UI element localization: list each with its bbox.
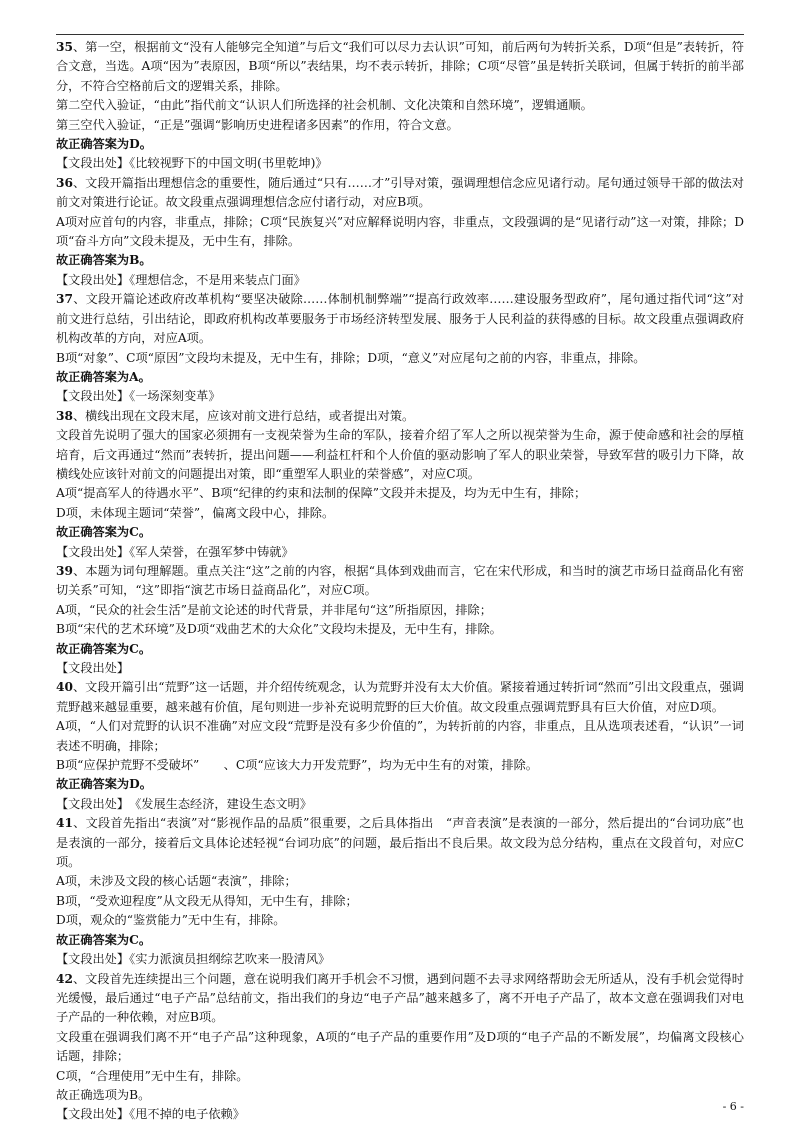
question-39-answer: 故正确答案为C。 — [56, 641, 152, 656]
question-36-source: 【文段出处】《理想信念，不是用来装点门面》 — [56, 272, 306, 287]
answer-analysis-content — [56, 38, 744, 1125]
paragraph-text: 、文段开篇指出理想信念的重要性，随后通过“只有……才”引导对策，强调理想信念应见诸行动。尾句通过领导干部的做法对前文对策进行论证。故文段重点强调理想信念应付诸行动，对应B项。 — [56, 175, 744, 210]
question-35-paragraph-1 — [56, 38, 744, 96]
question-41-paragraph-1 — [56, 814, 744, 872]
question-42-paragraph-3: C项，“合理使用”无中生有，排除。 — [56, 1068, 249, 1083]
question-42-paragraph-1 — [56, 970, 744, 1028]
top-rule — [56, 34, 744, 35]
question-number: 35 — [56, 40, 73, 54]
question-number: 42 — [56, 971, 73, 986]
question-36-paragraph-2: A项对应首句的内容，非重点，排除；C项“民族复兴”对应解释说明内容，非重点，文段强调的是“见诸行动”这一对策，排除；D项“奋斗方向”文段未提及，无中生有，排除。 — [56, 214, 744, 249]
question-38-paragraph-4: D项，未体现主题词“荣誉”，偏离文段中心，排除。 — [56, 505, 335, 520]
question-35-source: 【文段出处】《比较视野下的中国文明(书里乾坤)》 — [56, 156, 328, 171]
question-35-answer: 故正确答案为D。 — [56, 137, 152, 152]
question-number: 37 — [56, 292, 73, 307]
question-35-paragraph-2: 第二空代入验证，“由此”指代前文“认识人们所选择的社会机制、文化决策和自然环境”，逻辑通顺。 — [56, 98, 593, 113]
question-number: 40 — [56, 680, 73, 695]
question-40-source: 【文段出处】 《发展生态经济，建设生态文明》 — [56, 796, 312, 811]
question-40-paragraph-1 — [56, 678, 744, 717]
paragraph-text: 、文段开篇论述政府改革机构“要坚决破除……体制机制弊端”“提高行政效率……建设服务型政府”，尾句通过指代词“这”对前文进行总结，引出结论，即政府机构改革要服务于市场经济转型发展、服务于人民利益的获得感的目标。故文段重点强调政府机构改革的方向，对应A项。 — [56, 292, 744, 346]
question-42-source: 【文段出处】《甩不掉的电子依赖》 — [56, 1107, 245, 1122]
question-42-paragraph-2: 文段重在强调我们离不开“电子产品”这种现象，A项的“电子产品的重要作用”及D项的“电子产品的不断发展”，均偏离文段核心话题，排除； — [56, 1029, 744, 1064]
paragraph-text: 、本题为词句理解题。重点关注“这”之前的内容，根据“具体到戏曲而言，它在宋代形成，和当时的演艺市场日益商品化有密切关系”可知，“这”即指“演艺市场日益商品化”，对应C项。 — [56, 563, 744, 598]
page-number: - 6 - — [722, 1100, 744, 1113]
question-38-paragraph-1 — [56, 407, 744, 426]
question-36-paragraph-1 — [56, 174, 744, 213]
question-39-paragraph-2: A项，“民众的社会生活”是前文论述的时代背景，并非尾句“这”所指原因，排除； — [56, 602, 492, 617]
question-38-answer: 故正确答案为C。 — [56, 525, 152, 540]
question-38-paragraph-3: A项“提高军人的待遇水平”、B项“纪律的约束和法制的保障”文段并未提及，均为无中生有，排除； — [56, 486, 587, 501]
question-37-answer: 故正确答案为A。 — [56, 369, 151, 384]
paragraph-text: 、第一空，根据前文“没有人能够完全知道”与后文“我们可以尽力去认识”可知，前后两句为转折关系，D项“但是”表转折，符合文意，当选。A项“因为”表原因，B项“所以”表结果，均不表示转折，排除；C项“尽管”虽是转折关联词，但属于转折的前半部分，不符合空格前后文的逻辑关系，排除。 — [56, 40, 744, 93]
question-38-paragraph-2: 文段首先说明了强大的国家必须拥有一支视荣誉为生命的军队，接着介绍了军人之所以视荣誉为生命，源于使命感和社会的厚植培育，后文再通过“然而”表转折，提出问题——利益杠杆和个人价值的驱动影响了军人的职业荣誉，导致军营的吸引力下降，故横线处应该针对前文的问题提出对策，即“重塑军人职业的荣誉感”，对应C项。 — [56, 428, 744, 481]
question-41-paragraph-4: D项，观众的“鉴赏能力”无中生有，排除。 — [56, 913, 286, 928]
question-number: 39 — [56, 563, 73, 578]
question-37-paragraph-1 — [56, 290, 744, 348]
question-39-paragraph-1 — [56, 562, 744, 601]
paragraph-text: 、文段开篇引出“荒野”这一话题，并介绍传统观念，认为荒野并没有太大价值。紧接着通过转折词“然而”引出文段重点，强调荒野越来越显重要，越来越有价值，尾句则进一步补充说明荒野的巨大价值。故文段重点强调荒野具有巨大价值，对应D项。 — [56, 680, 744, 714]
question-41-paragraph-2: A项，未涉及文段的核心话题“表演”，排除； — [56, 874, 297, 889]
question-40-answer: 故正确答案为D。 — [56, 777, 152, 792]
question-38-source: 【文段出处】《军人荣誉，在强军梦中铸就》 — [56, 544, 294, 559]
question-35-paragraph-3: 第三空代入验证，“正是”强调“影响历史进程诸多因素”的作用，符合文意。 — [56, 117, 459, 132]
question-37-source: 【文段出处】《一场深刻变革》 — [56, 389, 221, 404]
question-40-paragraph-3: B项“应保护荒野不受破坏” 、C项“应该大力开发荒野”，均为无中生有的对策，排除。 — [56, 758, 538, 773]
paragraph-text: 、文段首先指出“表演”对“影视作品的品质”很重要，之后具体指出 “声音表演”是表演的一部分，然后提出的“台词功底”也是表演的一部分，接着后文具体论述轻视“台词功底”的问题，最后指出不良后果。故文段为总分结构，重点在文段首句，对应C项。 — [56, 816, 744, 870]
question-39-source: 【文段出处】 — [56, 661, 130, 675]
question-41-answer: 故正确答案为C。 — [56, 932, 152, 947]
question-number: 38 — [56, 408, 73, 423]
paragraph-text: 、横线出现在文段末尾，应该对前文进行总结，或者提出对策。 — [72, 408, 415, 423]
question-37-paragraph-2: B项“对象”、C项“原因”文段均未提及，无中生有，排除；D项，“意义”对应尾句之前的内容，非重点，排除。 — [56, 350, 646, 365]
question-number: 41 — [56, 816, 73, 831]
question-number: 36 — [56, 175, 73, 190]
question-39-paragraph-3: B项“宋代的艺术环境”及D项“戏曲艺术的大众化”文段均未提及，无中生有，排除。 — [56, 622, 502, 637]
paragraph-text: 、文段首先连续提出三个问题，意在说明我们离开手机会不习惯，遇到问题不去寻求网络帮助会无所适从，没有手机会觉得时光缓慢，最后通过“电子产品”总结前文，指出我们的身边“电子产品”越来越多了，离不开电子产品了，故本文意在强调我们对电子产品的一种依赖，对应B项。 — [56, 971, 744, 1025]
question-41-paragraph-3: B项，“受欢迎程度”从文段无从得知，无中生有，排除； — [56, 893, 358, 908]
question-41-source: 【文段出处】《实力派演员担纲综艺吹来一股清风》 — [56, 952, 331, 967]
question-42-answer: 故正确选项为B。 — [56, 1087, 151, 1102]
question-36-answer: 故正确答案为B。 — [56, 253, 152, 268]
question-40-paragraph-2: A项，“人们对荒野的认识不准确”对应文段“荒野是没有多少价值的”，为转折前的内容，非重点，且从选项表述看，“认识”一词表述不明确，排除； — [56, 719, 744, 753]
